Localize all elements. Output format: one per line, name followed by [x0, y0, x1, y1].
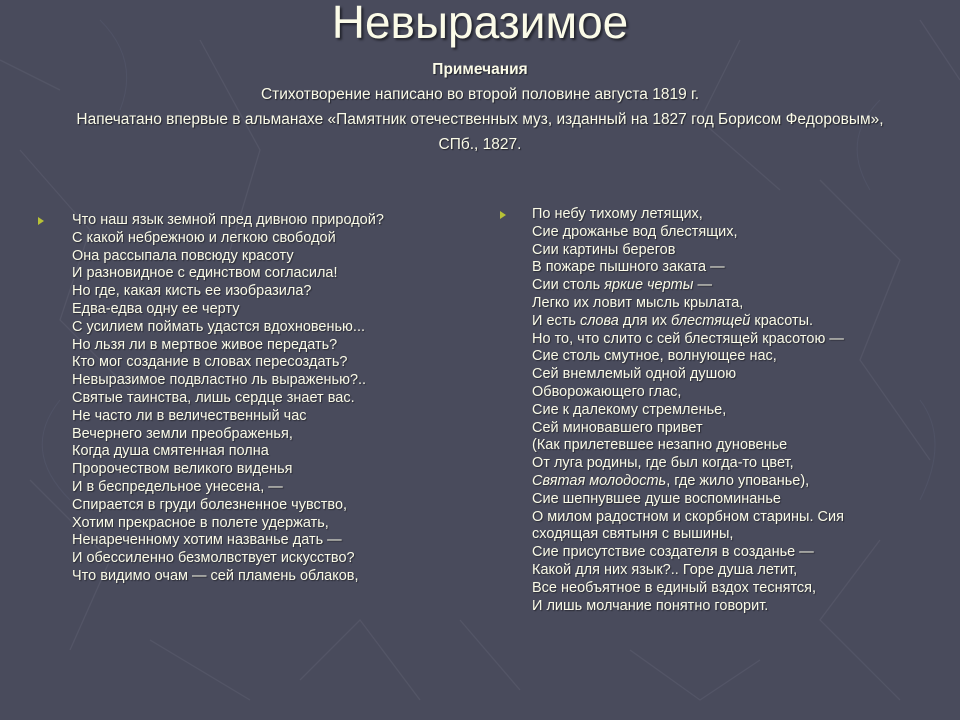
- page-title: Невыразимое: [331, 0, 629, 48]
- line-segment: (Как прилетевшее незапно дуновенье: [532, 437, 788, 454]
- poem-line: Едва-едва одну ее черту: [72, 300, 240, 317]
- line-segment: Обворожающего глас,: [532, 383, 682, 400]
- bullet-arrow-icon: [38, 217, 44, 225]
- line-segment: О милом радостном и скорбном старины. Сия: [532, 508, 844, 525]
- italic-phrase: яркие черты: [604, 277, 694, 294]
- left-stanza: [38, 212, 458, 586]
- poem-line: [532, 598, 844, 616]
- poem-line: Что видимо очам — сей пламень облаков,: [72, 567, 359, 584]
- line-segment: —: [693, 277, 712, 294]
- right-stanza-text: [532, 206, 844, 615]
- line-segment: Сие шепнувшее душе воспоминанье: [532, 490, 781, 507]
- notes-block: [0, 57, 960, 157]
- left-column: [38, 212, 458, 586]
- poem-line: Невыразимое подвластно ль выраженью?..: [72, 372, 367, 389]
- line-segment: Сии столь: [532, 277, 605, 294]
- line-segment: От луга родины, где был когда-то цвет,: [532, 455, 794, 472]
- poem-line: Вечернего земли преображенья,: [72, 425, 293, 442]
- poem-line: [532, 331, 844, 349]
- poem-line: Но льзя ли в мертвое живое передать?: [72, 336, 338, 353]
- poem-line: Спирается в груди болезненное чувство,: [72, 496, 348, 513]
- line-segment: красоты.: [750, 312, 814, 329]
- line-segment: Сей внемлемый одной душою: [532, 366, 737, 383]
- poem-line: И обессиленно безмолвствует искусство?: [72, 550, 355, 567]
- line-segment: , где жило упованье),: [666, 472, 810, 489]
- line-segment: Сие присутствие создателя в созданье —: [532, 544, 814, 561]
- poem-line: [532, 277, 844, 295]
- notes-heading: Примечания: [432, 61, 528, 78]
- poem-line: Не часто ли в величественный час: [72, 407, 307, 424]
- poem-line: [532, 491, 844, 509]
- poem-line: Кто мог создание в словах пересоздать?: [72, 354, 348, 371]
- poem-line: [532, 366, 844, 384]
- poem-line: [532, 526, 844, 544]
- line-segment: Сие к далекому стремленье,: [532, 401, 727, 418]
- left-stanza-text: [72, 212, 384, 586]
- line-segment: По небу тихому летящих,: [532, 206, 703, 222]
- line-segment: Сей миновавшего привет: [532, 419, 703, 436]
- poem-line: Она рассыпала повсюду красоту: [72, 247, 294, 264]
- line-segment: Сие дрожанье вод блестящих,: [532, 223, 738, 240]
- line-segment: И лишь молчание понятно говорит.: [532, 597, 769, 614]
- poem-line: [532, 206, 844, 224]
- line-segment: Все необъятное в единый вздох теснятся,: [532, 579, 817, 596]
- poem-line: [532, 242, 844, 260]
- poem-line: И разновидное с единством согласила!: [72, 265, 338, 282]
- italic-phrase: слова: [580, 312, 619, 329]
- poem-line: [532, 402, 844, 420]
- right-stanza: [500, 206, 940, 615]
- poem-line: [532, 295, 844, 313]
- poem-line: Что наш язык земной пред дивною природой?: [72, 212, 384, 228]
- poem-line: С какой небрежною и легкою свободой: [72, 229, 336, 246]
- bullet-arrow-icon: [500, 211, 506, 219]
- poem-line: Пророчеством великого виденья: [72, 461, 293, 478]
- notes-line-2: Напечатано впервые в альманахе «Памятник отечественных муз, изданный на 1827 год Борисом Федоровым»,: [76, 111, 884, 128]
- poem-line: Святые таинства, лишь сердце знает вас.: [72, 389, 355, 406]
- line-segment: Но то, что слито с сей блестящей красотою —: [532, 330, 844, 347]
- poem-line: Но где, какая кисть ее изобразила?: [72, 283, 312, 300]
- line-segment: Легко их ловит мысль крылата,: [532, 294, 744, 311]
- poem-line: Ненареченному хотим названье дать —: [72, 532, 342, 549]
- poem-line: [532, 313, 844, 331]
- poem-line: Когда душа смятенная полна: [72, 443, 269, 460]
- italic-phrase: Святая молодость: [532, 472, 667, 489]
- line-segment: И есть: [532, 312, 580, 329]
- poem-line: [532, 509, 844, 527]
- poem-line: [532, 259, 844, 277]
- poem-line: [532, 544, 844, 562]
- right-column: [500, 206, 940, 615]
- line-segment: В пожаре пышного заката —: [532, 259, 725, 276]
- poem-line: И в беспредельное унесена, —: [72, 478, 283, 495]
- line-segment: сходящая святыня с вышины,: [532, 526, 734, 543]
- italic-phrase: блестящей: [671, 312, 751, 329]
- poem-line: [532, 562, 844, 580]
- notes-line-1: Стихотворение написано во второй половине августа 1819 г.: [260, 86, 700, 103]
- notes-line-3: СПб., 1827.: [438, 136, 522, 153]
- poem-line: [532, 420, 844, 438]
- poem-line: [532, 455, 844, 473]
- poem-line: [532, 384, 844, 402]
- poem-line: [532, 348, 844, 366]
- poem-line: [532, 437, 844, 455]
- line-segment: для их: [618, 312, 672, 329]
- poem-line: Хотим прекрасное в полете удержать,: [72, 514, 329, 531]
- line-segment: Сии картины берегов: [532, 241, 676, 258]
- poem-line: [532, 224, 844, 242]
- poem-line: [532, 473, 844, 491]
- line-segment: Сие столь смутное, волнующее нас,: [532, 348, 777, 365]
- poem-line: [532, 580, 844, 598]
- poem-line: С усилием поймать удастся вдохновенью...: [72, 318, 366, 335]
- line-segment: Какой для них язык?.. Горе душа летит,: [532, 561, 798, 578]
